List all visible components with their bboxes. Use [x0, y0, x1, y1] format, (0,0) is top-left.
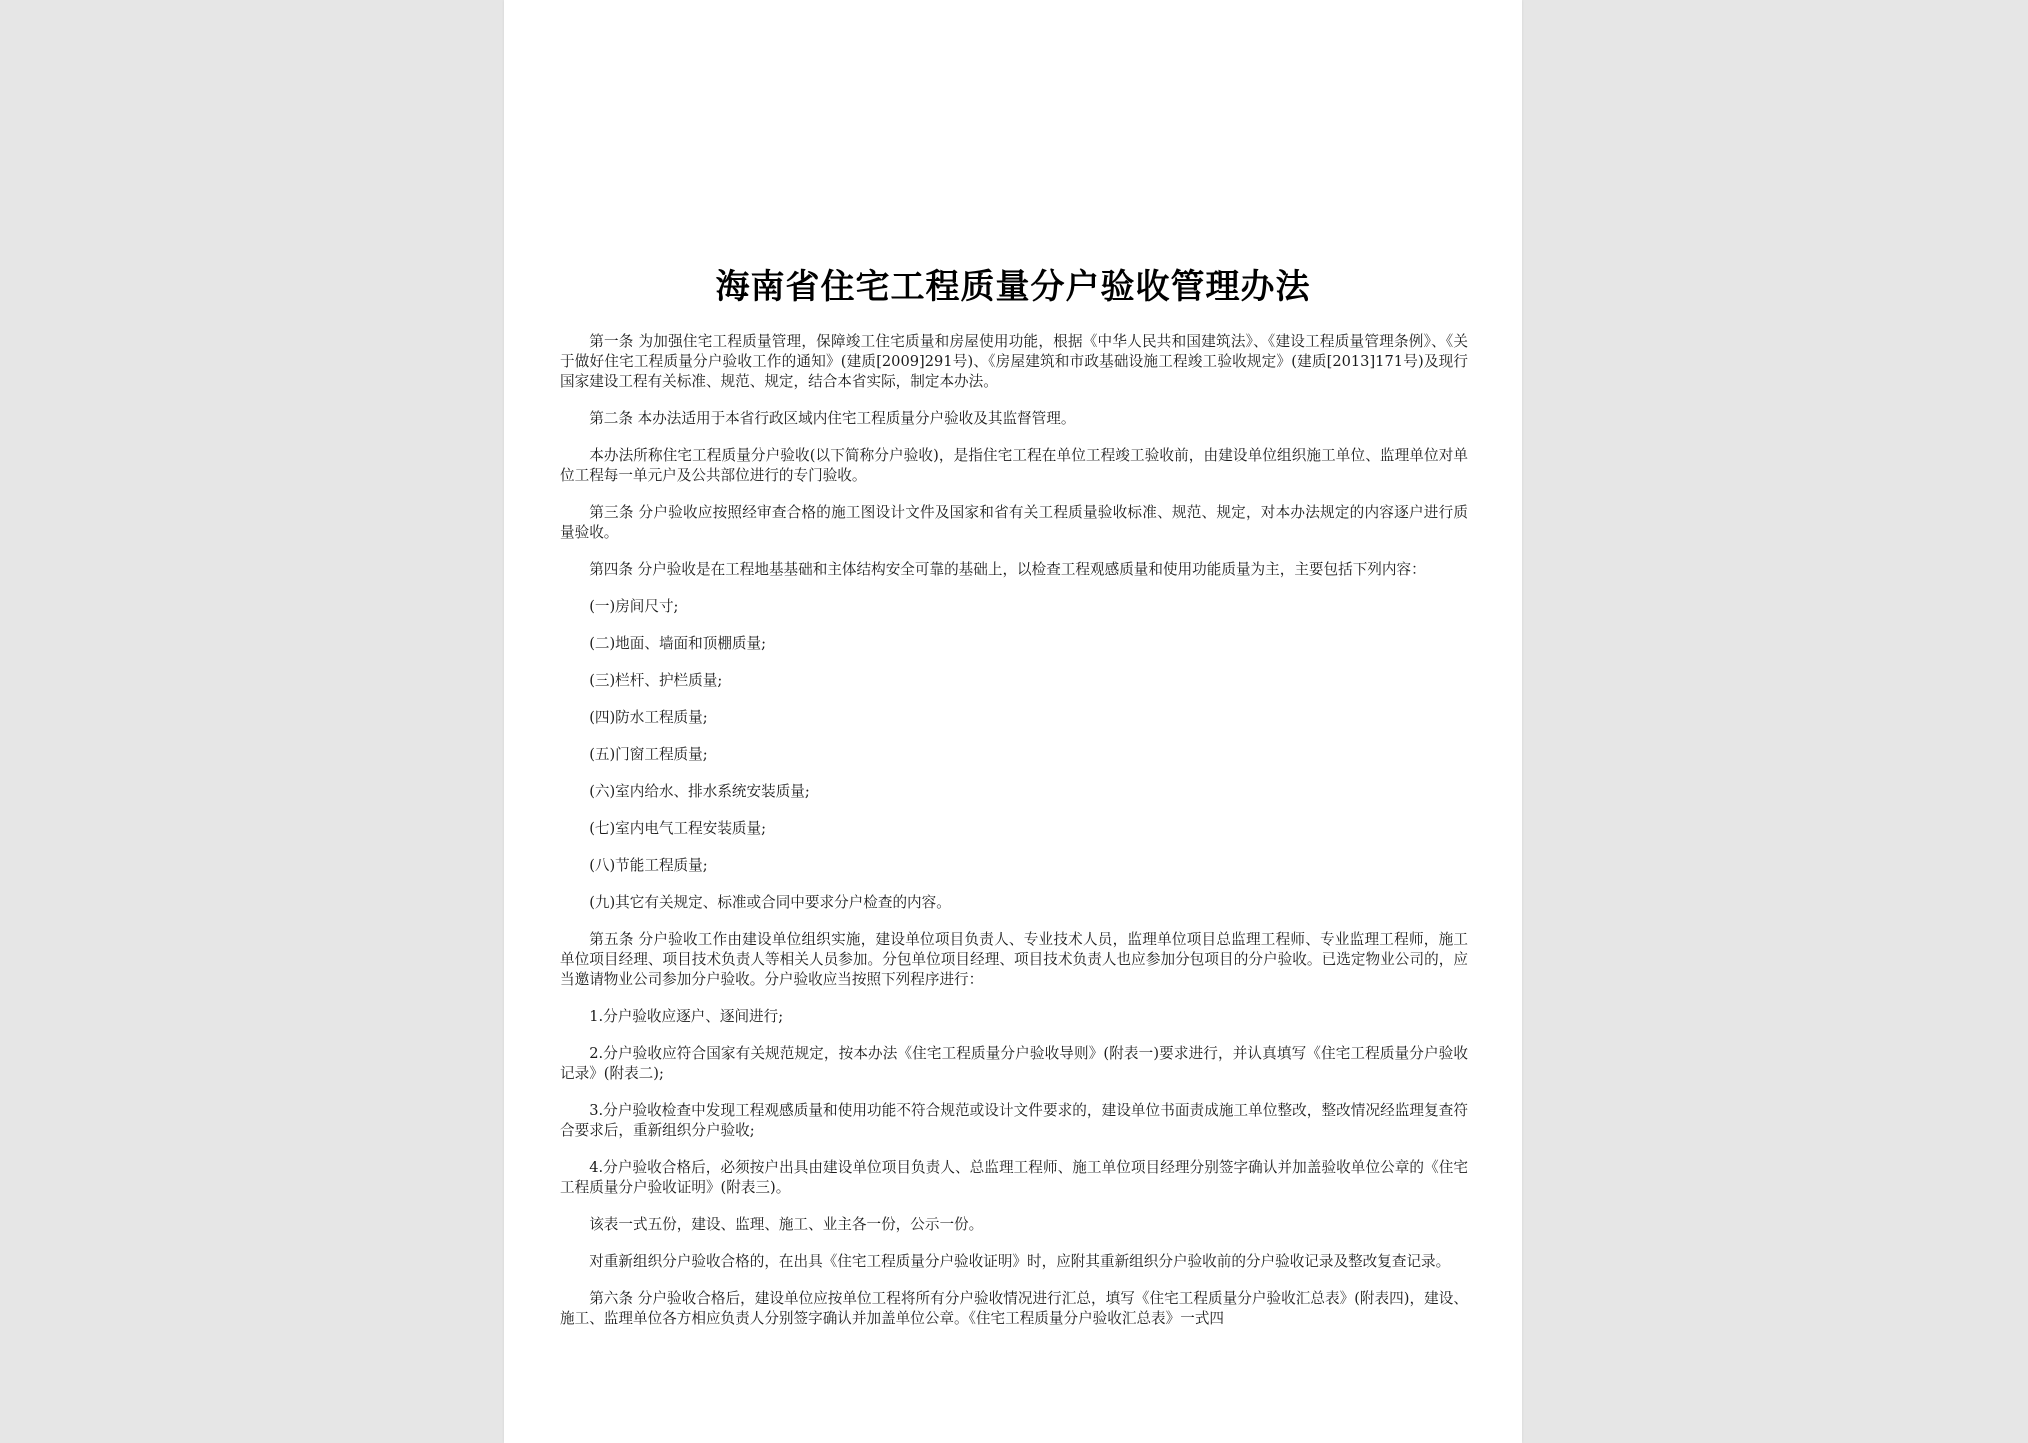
document-page [504, 0, 1522, 1443]
list-item: (一)房间尺寸; [589, 598, 679, 615]
procedure-step: 1.分户验收应逐户、逐间进行; [589, 1008, 784, 1025]
list-item: (六)室内给水、排水系统安装质量; [589, 783, 810, 800]
procedure-step: 2.分户验收应符合国家有关规范规定，按本办法《住宅工程质量分户验收导则》(附表一)要求进行，并认真填写《住宅工程质量分户验收记录》(附表二); [560, 1045, 1468, 1082]
list-item: (三)栏杆、护栏质量; [589, 672, 723, 689]
document-title: 海南省住宅工程质量分户验收管理办法 [715, 267, 1311, 307]
list-item: (八)节能工程质量; [589, 857, 708, 874]
list-item: (四)防水工程质量; [589, 709, 708, 726]
paragraph-article-3: 第三条 分户验收应按照经审查合格的施工图设计文件及国家和省有关工程质量验收标准、规范、规定，对本办法规定的内容逐户进行质量验收。 [560, 504, 1468, 541]
procedure-step: 4.分户验收合格后，必须按户出具由建设单位项目负责人、总监理工程师、施工单位项目经理分别签字确认并加盖验收单位公章的《住宅工程质量分户验收证明》(附表三)。 [560, 1159, 1468, 1196]
paragraph-article-4: 第四条 分户验收是在工程地基基础和主体结构安全可靠的基础上，以检查工程观感质量和使用功能质量为主，主要包括下列内容： [589, 561, 1426, 578]
paragraph-reinspection: 对重新组织分户验收合格的，在出具《住宅工程质量分户验收证明》时，应附其重新组织分户验收前的分户验收记录及整改复查记录。 [589, 1253, 1451, 1270]
paragraph-article-5: 第五条 分户验收工作由建设单位组织实施，建设单位项目负责人、专业技术人员，监理单位项目总监理工程师、专业监理工程师，施工单位项目经理、项目技术负责人等相关人员参加。分包单位项目经理、项目技术负责人也应参加分包项目的分户验收。已选定物业公司的，应当邀请物业公司参加分户验收。分户验收应当按照下列程序进行： [560, 931, 1468, 988]
paragraph-definition: 本办法所称住宅工程质量分户验收(以下简称分户验收)，是指住宅工程在单位工程竣工验收前，由建设单位组织施工单位、监理单位对单位工程每一单元户及公共部位进行的专门验收。 [560, 447, 1468, 484]
paragraph-article-1: 第一条 为加强住宅工程质量管理，保障竣工住宅质量和房屋使用功能，根据《中华人民共和国建筑法》、《建设工程质量管理条例》、《关于做好住宅工程质量分户验收工作的通知》(建质[2009]291号)、《房屋建筑和市政基础设施工程竣工验收规定》(建质[2013]171号)及现行国家建设工程有关标准、规范、规定，结合本省实际，制定本办法。 [560, 333, 1468, 390]
procedure-step: 3.分户验收检查中发现工程观感质量和使用功能不符合规范或设计文件要求的，建设单位书面责成施工单位整改，整改情况经监理复查符合要求后，重新组织分户验收; [560, 1102, 1468, 1139]
list-item: (五)门窗工程质量; [589, 746, 708, 763]
paragraph-article-6: 第六条 分户验收合格后，建设单位应按单位工程将所有分户验收情况进行汇总，填写《住宅工程质量分户验收汇总表》(附表四)，建设、施工、监理单位各方相应负责人分别签字确认并加盖单位公章。《住宅工程质量分户验收汇总表》一式四 [560, 1290, 1468, 1327]
list-item: (九)其它有关规定、标准或合同中要求分户检查的内容。 [589, 894, 951, 911]
list-item: (七)室内电气工程安装质量; [589, 820, 767, 837]
list-item: (二)地面、墙面和顶棚质量; [589, 635, 767, 652]
document-body [560, 332, 1468, 1346]
paragraph-article-2: 第二条 本办法适用于本省行政区域内住宅工程质量分户验收及其监督管理。 [589, 410, 1076, 427]
paragraph-copies: 该表一式五份，建设、监理、施工、业主各一份，公示一份。 [589, 1216, 984, 1233]
